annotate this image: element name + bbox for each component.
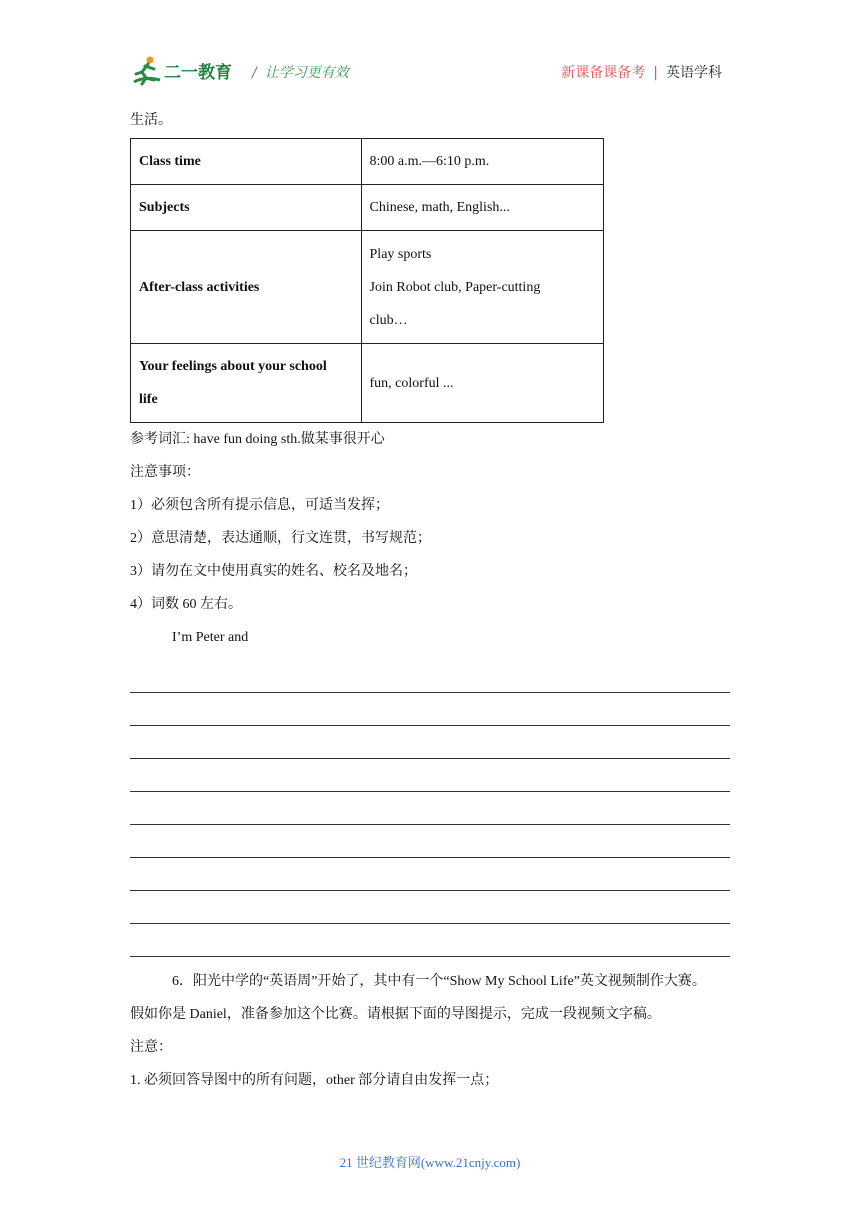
reference-vocab: 参考词汇: have fun doing sth.做某事很开心 xyxy=(130,432,385,447)
table-row xyxy=(131,231,604,344)
table-key: Subjects xyxy=(131,185,362,231)
notes-title: 注意事项： xyxy=(130,465,200,480)
writing-lines xyxy=(130,660,730,957)
table-key xyxy=(131,344,362,423)
table-key: After-class activities xyxy=(131,231,362,344)
answer-line[interactable] xyxy=(130,660,730,693)
page-header xyxy=(0,0,860,100)
table-value: fun, colorful ... xyxy=(361,344,603,423)
note-item: 2）意思清楚，表达通顺，行文连贯，书写规范； xyxy=(130,531,431,546)
table-row xyxy=(131,139,604,185)
writing-starter: I’m Peter and xyxy=(172,630,249,645)
table-value: 8:00 a.m.—6:10 p.m. xyxy=(361,139,603,185)
info-table xyxy=(130,138,604,423)
note-item: 3）请勿在文中使用真实的姓名、校名及地名； xyxy=(130,564,417,579)
table-value: Chinese, math, English... xyxy=(361,185,603,231)
table-row xyxy=(131,344,604,423)
answer-line[interactable] xyxy=(130,759,730,792)
slogan-text: 让学习更有效 xyxy=(264,65,349,81)
document-body xyxy=(130,108,730,1097)
answer-line[interactable] xyxy=(130,825,730,858)
answer-line[interactable] xyxy=(130,693,730,726)
header-subject: 新课备课备考 | 英语学科 xyxy=(561,65,722,81)
logo-text: 二一教育 xyxy=(164,63,232,83)
note-item: 4）词数 60 左右。 xyxy=(130,597,242,612)
table-row xyxy=(131,185,604,231)
table-value-line: Join Robot club, Paper-cutting xyxy=(369,279,541,295)
table-key-line: life xyxy=(139,392,158,407)
table-value-line: Play sports xyxy=(369,246,432,262)
table-value-line: club… xyxy=(369,312,408,328)
answer-line[interactable] xyxy=(130,924,730,957)
header-course-label: 新课备课备考 xyxy=(561,65,646,81)
table-value xyxy=(361,231,603,344)
intro-tail-text: 生活。 xyxy=(130,113,172,128)
page-footer: 21 世纪教育网(www.21cnjy.com) xyxy=(339,1155,521,1170)
question-6-notes-title: 注意： xyxy=(130,1040,172,1055)
answer-line[interactable] xyxy=(130,726,730,759)
table-key: Class time xyxy=(131,139,362,185)
question-6-note: 1. 必须回答导图中的所有问题，other 部分请自由发挥一点； xyxy=(130,1073,499,1088)
answer-line[interactable] xyxy=(130,858,730,891)
header-subject-label: 英语学科 xyxy=(666,65,722,81)
note-item: 1）必须包含所有提示信息，可适当发挥； xyxy=(130,498,389,513)
answer-line[interactable] xyxy=(130,792,730,825)
question-6-line: 假如你是 Daniel，准备参加这个比赛。请根据下面的导图提示，完成一段视频文字稿。 xyxy=(130,1007,661,1022)
table-key-line: Your feelings about your school xyxy=(139,359,327,374)
slogan: / 让学习更有效 xyxy=(252,65,349,81)
logo xyxy=(130,54,240,90)
answer-line[interactable] xyxy=(130,891,730,924)
question-6-line: 6．阳光中学的“英语周”开始了，其中有一个“Show My School Life”英文视频制作大赛。 xyxy=(172,974,706,989)
question-6 xyxy=(130,965,730,1097)
runner-logo-icon xyxy=(130,54,164,88)
